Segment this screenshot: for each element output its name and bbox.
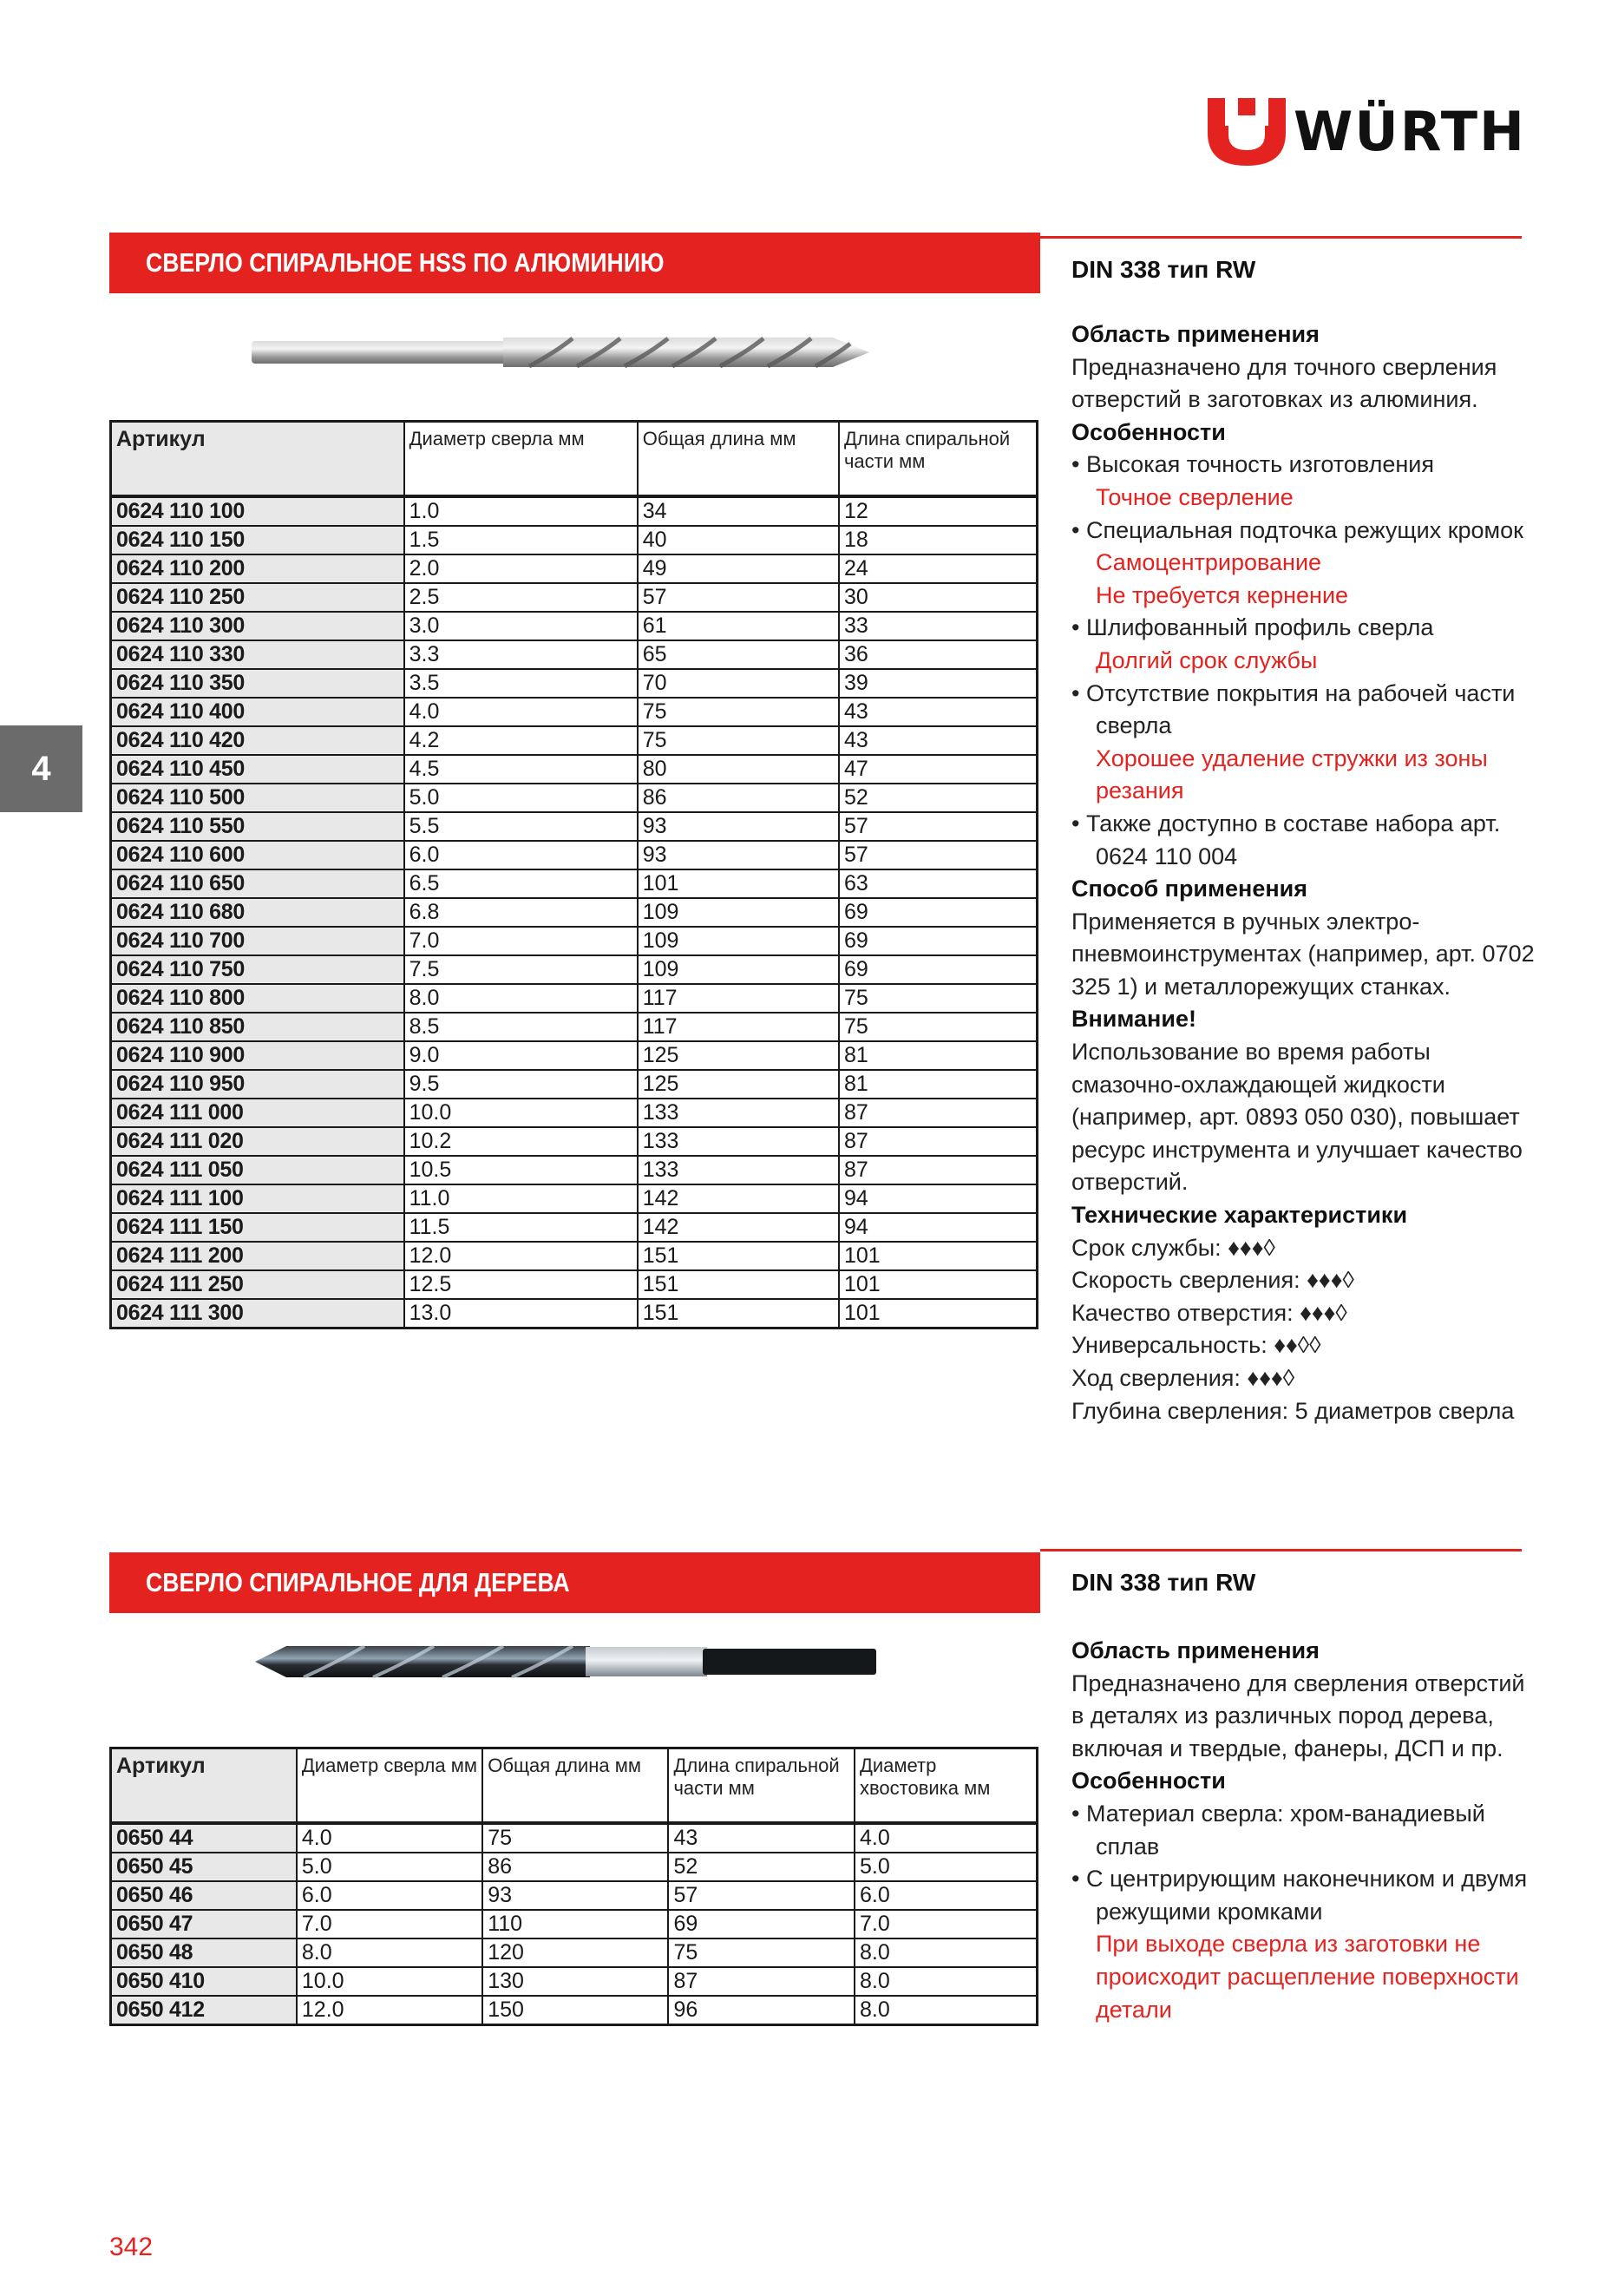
table-cell: 69 [839,955,1038,984]
table-cell: 75 [482,1823,668,1853]
description-text: Универсальность: ♦♦◊◊ [1071,1332,1321,1359]
table-cell: 93 [638,841,839,869]
table-cell: 69 [668,1910,855,1938]
article-number-cell: 0624 110 150 [111,526,404,554]
table-cell: 8.0 [855,1938,1038,1967]
description-heading: Технические характеристики [1071,1202,1408,1229]
column-header: Общая длина мм [482,1748,668,1823]
table-cell: 130 [482,1967,668,1996]
table-cell: 24 [839,554,1038,583]
hss-drill-image [243,323,885,384]
table-row [111,1041,1038,1070]
table-cell: 39 [839,669,1038,698]
table-cell: 6.0 [297,1881,482,1910]
table-cell: 11.0 [404,1184,638,1213]
table-cell: 133 [638,1127,839,1156]
description-heading: Особенности [1071,418,1226,445]
article-number-cell: 0624 110 400 [111,698,404,726]
aluminium-drill-table [109,420,1038,1329]
table-cell: 70 [638,669,839,698]
table-cell: 94 [839,1213,1038,1242]
table-cell: 10.0 [297,1967,482,1996]
table-cell: 6.5 [404,869,638,898]
table-cell: 87 [839,1156,1038,1184]
article-number-cell: 0624 110 750 [111,955,404,984]
table-cell: 80 [638,755,839,784]
table-cell: 2.0 [404,554,638,583]
table-cell: 117 [638,1013,839,1041]
column-header: Общая длина мм [638,422,839,496]
table-row [111,554,1038,583]
article-number-cell: 0624 111 100 [111,1184,404,1213]
description-text: Предназначено для сверления отверстий в деталях из различных пород дерева, включая и твердые, фанеры, ДСП и пр. [1071,1670,1525,1761]
article-number-cell: 0624 111 050 [111,1156,404,1184]
wood-drill-description [1071,1635,1540,2026]
table-row [111,984,1038,1013]
description-text: Срок службы: ♦♦♦◊ [1071,1234,1275,1261]
table-cell: 10.5 [404,1156,638,1184]
table-cell: 93 [638,812,839,841]
table-cell: 109 [638,898,839,927]
article-number-cell: 0624 110 500 [111,784,404,812]
feature-bullet: • Шлифованный профиль сверла [1071,612,1540,645]
table-cell: 3.0 [404,612,638,640]
feature-benefit: Точное сверление [1096,483,1294,510]
table-cell: 18 [839,526,1038,554]
column-header: Артикул [111,1748,297,1823]
article-number-cell: 0624 111 150 [111,1213,404,1242]
table-row [111,526,1038,554]
article-number-cell: 0624 110 350 [111,669,404,698]
article-number-cell: 0650 410 [111,1967,297,1996]
table-cell: 87 [839,1127,1038,1156]
table-cell: 101 [839,1242,1038,1270]
feature-benefit: При выходе сверла из заготовки не происходит расщепление поверхности детали [1096,1931,1519,2023]
article-number-cell: 0624 110 420 [111,726,404,755]
table-row [111,812,1038,841]
table-cell: 101 [839,1299,1038,1328]
column-header: Диаметр хвостовика мм [855,1748,1038,1823]
table-row [111,698,1038,726]
article-number-cell: 0650 412 [111,1996,297,2025]
column-header: Диаметр сверла мм [297,1748,482,1823]
table-cell: 12 [839,496,1038,526]
table-row [111,1099,1038,1127]
table-cell: 133 [638,1156,839,1184]
table-row [111,1938,1038,1967]
table-cell: 133 [638,1099,839,1127]
table-cell: 12.0 [297,1996,482,2025]
section-subtitle: DIN 338 тип RW [1071,1569,1256,1596]
table-row [111,1881,1038,1910]
table-cell: 12.0 [404,1242,638,1270]
article-number-cell: 0624 111 000 [111,1099,404,1127]
table-cell: 69 [839,898,1038,927]
table-cell: 81 [839,1070,1038,1099]
table-row [111,1299,1038,1328]
table-row [111,1070,1038,1099]
table-cell: 6.8 [404,898,638,927]
table-cell: 5.0 [855,1853,1038,1881]
table-cell: 10.2 [404,1127,638,1156]
feature-bullet: • С центрирующим наконечником и двумя режущими кромками [1071,1863,1540,1928]
table-cell: 94 [839,1184,1038,1213]
table-cell: 8.5 [404,1013,638,1041]
table-cell: 151 [638,1299,839,1328]
section-subtitle: DIN 338 тип RW [1071,256,1256,283]
table-cell: 87 [839,1099,1038,1127]
wood-drill-image [243,1627,902,1696]
table-row [111,1823,1038,1853]
feature-bullet: • Специальная подточка режущих кромок [1071,515,1540,548]
table-row [111,1996,1038,2025]
section-title: СВЕРЛО СПИРАЛЬНОЕ HSS ПО АЛЮМИНИЮ [146,247,665,278]
table-row [111,898,1038,927]
table-row [111,1213,1038,1242]
description-text: Применяется в ручных электро-пневмоинструментах (например, арт. 0702 325 1) и металлорежущих станках. [1071,908,1535,1000]
article-number-cell: 0624 110 700 [111,927,404,955]
table-cell: 86 [482,1853,668,1881]
section-banner-aluminium [109,233,1040,293]
table-cell: 109 [638,955,839,984]
article-number-cell: 0650 45 [111,1853,297,1881]
feature-bullet: • Материал сверла: хром-ванадиевый сплав [1071,1798,1540,1863]
description-heading: Область применения [1071,321,1320,347]
table-cell: 125 [638,1041,839,1070]
table-cell: 13.0 [404,1299,638,1328]
table-cell: 150 [482,1996,668,2025]
table-cell: 4.5 [404,755,638,784]
article-number-cell: 0624 110 450 [111,755,404,784]
table-row [111,927,1038,955]
table-cell: 4.0 [404,698,638,726]
table-row [111,1156,1038,1184]
table-cell: 81 [839,1041,1038,1070]
table-row [111,1242,1038,1270]
table-cell: 109 [638,927,839,955]
article-number-cell: 0650 44 [111,1823,297,1853]
section-title: СВЕРЛО СПИРАЛЬНОЕ ДЛЯ ДЕРЕВА [146,1567,570,1597]
description-heading: Особенности [1071,1768,1226,1794]
description-text: Скорость сверления: ♦♦♦◊ [1071,1267,1354,1294]
column-header: Артикул [111,422,404,496]
wurth-logo [1208,98,1526,166]
description-text: Использование во время работы смазочно-охлаждающей жидкости (например, арт. 0893 050 030), повышает ресурс инструмента и улучшает качество отверстий. [1071,1039,1523,1196]
table-cell: 65 [638,640,839,669]
table-row [111,1184,1038,1213]
table-cell: 8.0 [297,1938,482,1967]
table-cell: 57 [668,1881,855,1910]
table-row [111,669,1038,698]
description-heading: Область применения [1071,1637,1320,1663]
feature-benefit: Не требуется кернение [1096,581,1349,608]
article-number-cell: 0624 110 950 [111,1070,404,1099]
table-cell: 101 [839,1270,1038,1299]
table-cell: 142 [638,1213,839,1242]
description-text: Предназначено для точного сверления отверстий в заготовках из алюминия. [1071,353,1497,413]
article-number-cell: 0624 110 900 [111,1041,404,1070]
section-banner-wood [109,1552,1040,1613]
article-number-cell: 0624 110 850 [111,1013,404,1041]
table-cell: 7.0 [404,927,638,955]
table-cell: 5.5 [404,812,638,841]
table-row [111,1910,1038,1938]
article-number-cell: 0624 110 100 [111,496,404,526]
chapter-tab[interactable]: 4 [0,725,82,812]
table-cell: 12.5 [404,1270,638,1299]
wurth-emblem-icon [1208,98,1286,166]
table-cell: 40 [638,526,839,554]
table-cell: 5.0 [297,1853,482,1881]
table-cell: 52 [668,1853,855,1881]
table-cell: 43 [839,698,1038,726]
table-cell: 7.0 [297,1910,482,1938]
description-heading: Способ применения [1071,876,1308,902]
table-cell: 75 [839,1013,1038,1041]
table-cell: 9.5 [404,1070,638,1099]
table-cell: 4.2 [404,726,638,755]
aluminium-drill-description [1071,318,1540,1427]
column-header: Длина спиральной части мм [839,422,1038,496]
table-row [111,640,1038,669]
table-cell: 5.0 [404,784,638,812]
article-number-cell: 0624 110 330 [111,640,404,669]
table-cell: 47 [839,755,1038,784]
article-number-cell: 0650 47 [111,1910,297,1938]
table-cell: 75 [638,698,839,726]
table-cell: 8.0 [855,1996,1038,2025]
table-row [111,726,1038,755]
article-number-cell: 0624 111 020 [111,1127,404,1156]
table-cell: 57 [638,583,839,612]
table-row [111,784,1038,812]
table-row [111,1853,1038,1881]
table-cell: 49 [638,554,839,583]
article-number-cell: 0624 110 200 [111,554,404,583]
table-row [111,755,1038,784]
table-row [111,869,1038,898]
table-cell: 57 [839,841,1038,869]
table-cell: 63 [839,869,1038,898]
table-cell: 75 [638,726,839,755]
table-cell: 4.0 [855,1823,1038,1853]
article-number-cell: 0624 110 680 [111,898,404,927]
table-cell: 142 [638,1184,839,1213]
table-cell: 43 [839,726,1038,755]
feature-benefit: Самоцентрирование [1096,549,1322,576]
table-cell: 7.0 [855,1910,1038,1938]
table-cell: 8.0 [404,984,638,1013]
article-number-cell: 0624 110 600 [111,841,404,869]
table-cell: 34 [638,496,839,526]
table-row [111,1270,1038,1299]
table-row [111,1013,1038,1041]
table-cell: 75 [668,1938,855,1967]
article-number-cell: 0624 110 300 [111,612,404,640]
article-number-cell: 0624 111 250 [111,1270,404,1299]
table-row [111,1967,1038,1996]
table-cell: 8.0 [855,1967,1038,1996]
table-row [111,955,1038,984]
article-number-cell: 0624 110 250 [111,583,404,612]
column-header: Длина спиральной части мм [668,1748,855,1823]
feature-bullet: • Высокая точность изготовления [1071,449,1540,482]
table-cell: 61 [638,612,839,640]
table-cell: 7.5 [404,955,638,984]
table-cell: 3.5 [404,669,638,698]
article-number-cell: 0624 110 550 [111,812,404,841]
page-number: 342 [109,2233,154,2261]
wurth-wordmark: WÜRTH [1294,100,1526,163]
table-cell: 1.0 [404,496,638,526]
table-cell: 9.0 [404,1041,638,1070]
article-number-cell: 0624 110 800 [111,984,404,1013]
table-cell: 120 [482,1938,668,1967]
article-number-cell: 0624 111 200 [111,1242,404,1270]
feature-bullet: • Также доступно в составе набора арт. 0624 110 004 [1071,808,1540,873]
table-cell: 43 [668,1823,855,1853]
description-text: Ход сверления: ♦♦♦◊ [1071,1365,1295,1391]
table-cell: 117 [638,984,839,1013]
wood-drill-table [109,1747,1038,2026]
section-rule [1040,1549,1522,1551]
table-cell: 30 [839,583,1038,612]
table-cell: 11.5 [404,1213,638,1242]
column-header: Диаметр сверла мм [404,422,638,496]
description-text: Качество отверстия: ♦♦♦◊ [1071,1299,1347,1326]
table-row [111,496,1038,526]
table-cell: 10.0 [404,1099,638,1127]
table-cell: 75 [839,984,1038,1013]
table-cell: 36 [839,640,1038,669]
article-number-cell: 0624 111 300 [111,1299,404,1328]
feature-bullet: • Отсутствие покрытия на рабочей части сверла [1071,678,1540,743]
table-row [111,841,1038,869]
table-cell: 1.5 [404,526,638,554]
table-cell: 69 [839,927,1038,955]
description-heading: Внимание! [1071,1006,1196,1033]
table-row [111,1127,1038,1156]
table-cell: 6.0 [855,1881,1038,1910]
section-rule [1040,236,1522,239]
article-number-cell: 0624 110 650 [111,869,404,898]
article-number-cell: 0650 46 [111,1881,297,1910]
table-cell: 87 [668,1967,855,1996]
table-cell: 33 [839,612,1038,640]
article-number-cell: 0650 48 [111,1938,297,1967]
table-cell: 57 [839,812,1038,841]
table-cell: 3.3 [404,640,638,669]
table-cell: 110 [482,1910,668,1938]
table-cell: 4.0 [297,1823,482,1853]
table-cell: 96 [668,1996,855,2025]
table-cell: 125 [638,1070,839,1099]
table-cell: 52 [839,784,1038,812]
table-cell: 151 [638,1270,839,1299]
table-cell: 2.5 [404,583,638,612]
table-cell: 151 [638,1242,839,1270]
table-cell: 6.0 [404,841,638,869]
table-row [111,612,1038,640]
table-row [111,583,1038,612]
table-cell: 86 [638,784,839,812]
feature-benefit: Хорошее удаление стружки из зоны резания [1096,745,1488,804]
description-text: Глубина сверления: 5 диаметров сверла [1071,1397,1515,1424]
table-cell: 93 [482,1881,668,1910]
table-cell: 101 [638,869,839,898]
feature-benefit: Долгий срок службы [1096,646,1318,673]
